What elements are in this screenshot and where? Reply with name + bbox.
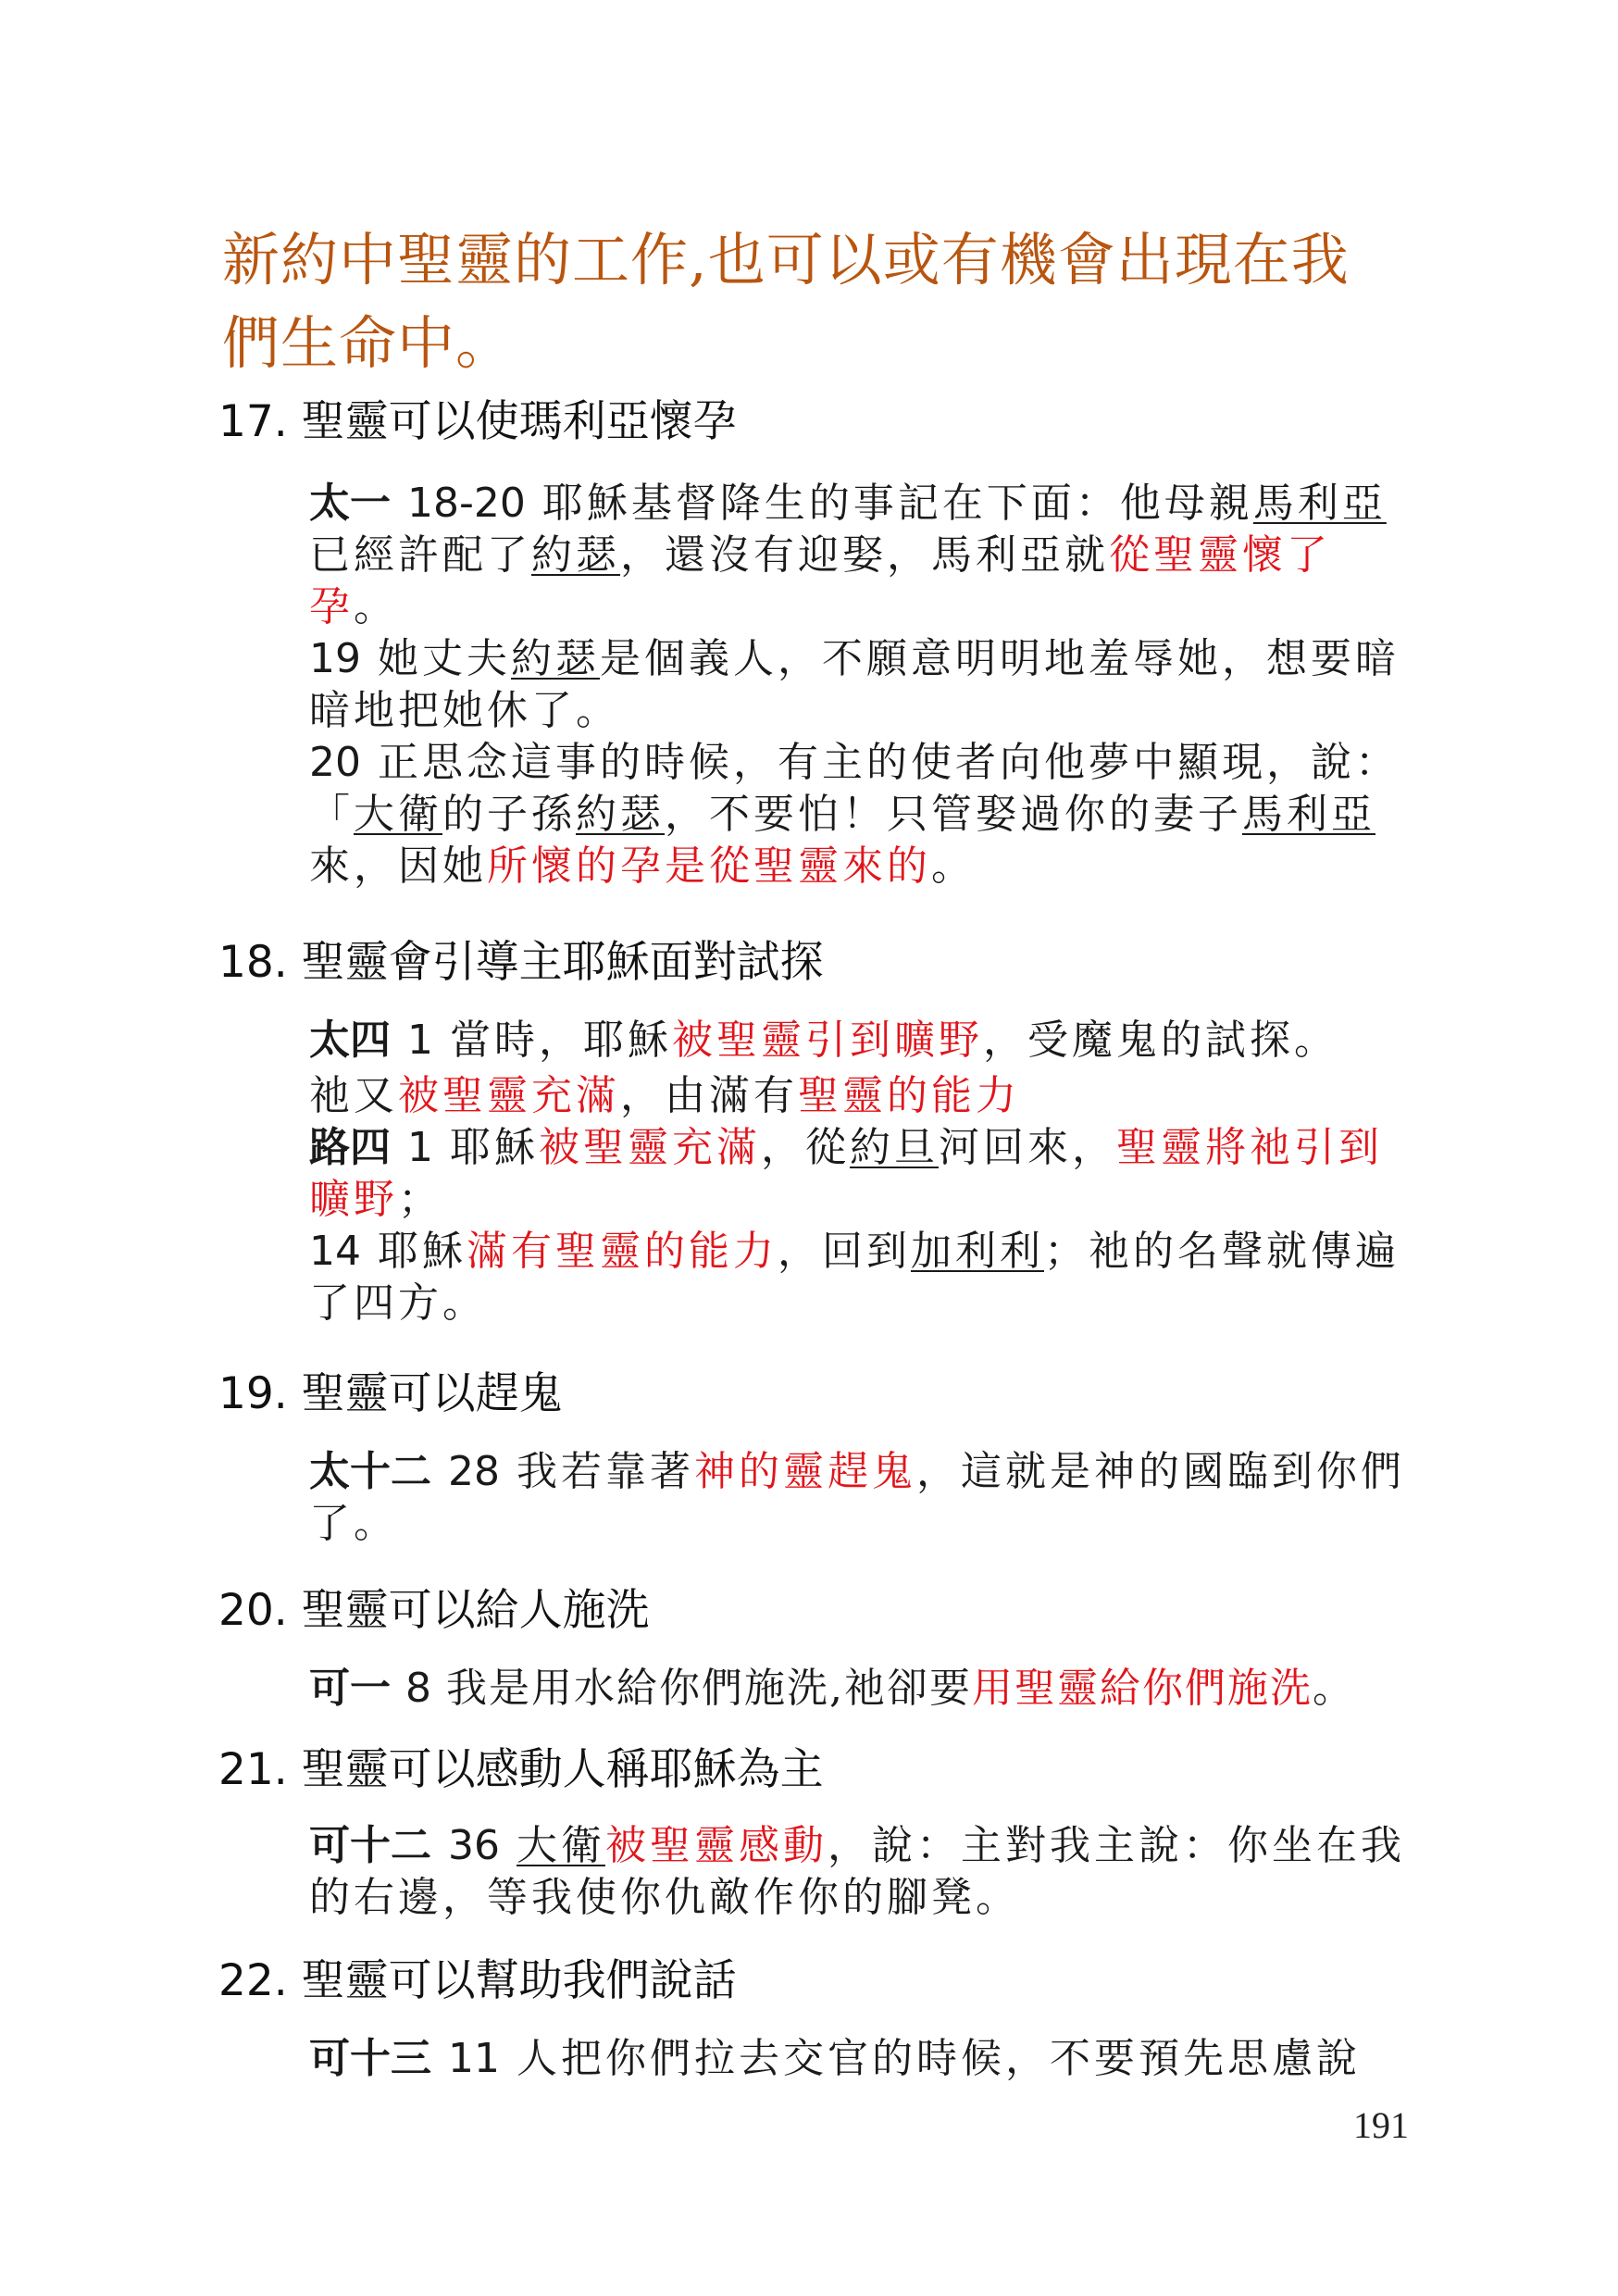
verse-block-19 — [309, 1446, 1407, 1550]
verse-text: 我若靠著 — [517, 1448, 694, 1495]
verse-mark-12-36 — [309, 1820, 1407, 1924]
verse-matthew-12-28 — [309, 1446, 1407, 1550]
proper-name: 約旦 — [850, 1124, 939, 1171]
verse-text: ，不要怕！只管娶過你的妻子 — [665, 791, 1242, 838]
verse-text: 祂又 — [309, 1072, 398, 1119]
verse-text: 耶穌基督降生的事記在下面：他母親 — [541, 480, 1253, 527]
verse-text: ，說：主對我主說：你坐在我的右邊，等我使你仇敵作你的腳凳。 — [309, 1822, 1405, 1921]
verse-text: 我是用水給你們施洗,祂卻要 — [446, 1665, 972, 1712]
verse-number: 20 — [309, 739, 361, 786]
highlighted-text: 神的靈趕鬼 — [694, 1448, 916, 1495]
verse-text: ，這就是神的國臨到你們了。 — [309, 1448, 1405, 1547]
highlighted-text: 所懷的孕是從聖靈來的 — [487, 842, 931, 890]
page-title: 新約中聖靈的工作,也可以或有機會出現在我們生命中。 — [222, 226, 1350, 377]
verse-text: ； — [398, 1176, 442, 1223]
verse-text: 。 — [1313, 1665, 1355, 1712]
verse-reference: 可十二 — [309, 1822, 431, 1869]
verse-number: 36 — [448, 1822, 500, 1869]
highlighted-text: 從聖靈懷了孕 — [309, 531, 1331, 630]
verse-text: 來，因她 — [309, 842, 487, 890]
verse-block-18 — [309, 1015, 1407, 1329]
verse-text: ；祂的名聲就傳遍了四方。 — [309, 1228, 1400, 1327]
verse-text: ，回到 — [778, 1228, 911, 1275]
verse-number: 19 — [309, 635, 361, 682]
highlighted-text: 被聖靈感動 — [605, 1822, 828, 1869]
proper-name: 馬利亞 — [1252, 480, 1387, 527]
highlighted-text: 滿有聖靈的能力 — [467, 1228, 778, 1275]
verse-number: 8 — [405, 1665, 431, 1712]
verse-text: 。 — [931, 842, 976, 890]
verse-text: 河回來， — [939, 1124, 1116, 1171]
verse-block-21 — [309, 1820, 1407, 1924]
verse-luke-4-14 — [309, 1226, 1407, 1329]
proper-name: 馬利亞 — [1242, 791, 1375, 838]
verse-text: 人把你們拉去交官的時候，不要預先思慮說 — [517, 2035, 1361, 2082]
verse-reference: 太一 — [309, 480, 391, 527]
verse-text: 耶穌 — [450, 1124, 539, 1171]
verse-reference: 可十三 — [309, 2035, 431, 2082]
verse-text: 正思念這事的時候，有主的使者向他夢中顯現，說：「 — [309, 739, 1400, 838]
verse-text: ，由滿有 — [620, 1072, 798, 1119]
highlighted-text: 用聖靈給你們施洗 — [972, 1665, 1313, 1712]
verse-block-17 — [309, 478, 1407, 892]
verse-text: ，還沒有迎娶，馬利亞就 — [620, 531, 1109, 579]
verse-text: 是個義人，不願意明明地羞辱她，想要暗暗地把她休了。 — [309, 635, 1400, 734]
verse-text: ，從 — [761, 1124, 850, 1171]
proper-name: 大衛 — [354, 791, 442, 838]
verse-text: 的子孫 — [442, 791, 576, 838]
section-heading-17: 17. 聖靈可以使瑪利亞懷孕 — [218, 396, 737, 447]
verse-matthew-1-18 — [309, 478, 1407, 633]
verse-text: 已經許配了 — [309, 531, 531, 579]
verse-luke-4-1 — [309, 1122, 1407, 1226]
highlighted-text: 聖靈的能力 — [798, 1072, 1020, 1119]
verse-matthew-4-1 — [309, 1015, 1407, 1067]
proper-name: 約瑟 — [511, 635, 600, 682]
verse-mark-13-11 — [309, 2033, 1407, 2085]
proper-name: 約瑟 — [531, 531, 620, 579]
highlighted-text: 被聖靈引到曠野 — [672, 1017, 983, 1064]
section-heading-19: 19. 聖靈可以趕鬼 — [218, 1368, 563, 1419]
verse-reference: 路四 — [309, 1124, 391, 1171]
proper-name: 加利利 — [911, 1228, 1044, 1275]
highlighted-text: 聖靈將祂引到曠野 — [309, 1124, 1383, 1223]
verse-number: 18-20 — [407, 480, 526, 527]
proper-name: 約瑟 — [576, 791, 665, 838]
verse-reference: 太十二 — [309, 1448, 431, 1495]
verse-number: 14 — [309, 1228, 361, 1275]
page-number: 191 — [1353, 2104, 1409, 2146]
verse-mark-1-8 — [309, 1663, 1407, 1715]
highlighted-text: 被聖靈充滿 — [539, 1124, 761, 1171]
verse-matthew-1-20 — [309, 737, 1407, 892]
verse-text: 。 — [354, 583, 398, 630]
verse-number: 28 — [448, 1448, 500, 1495]
verse-note — [309, 1070, 1407, 1122]
highlighted-text: 被聖靈充滿 — [398, 1072, 620, 1119]
verse-text: ，受魔鬼的試探。 — [983, 1017, 1338, 1064]
verse-reference: 太四 — [309, 1017, 391, 1064]
verse-number: 1 — [407, 1124, 433, 1171]
section-heading-20: 20. 聖靈可以給人施洗 — [218, 1585, 650, 1636]
section-heading-21: 21. 聖靈可以感動人稱耶穌為主 — [218, 1744, 824, 1795]
verse-reference: 可一 — [309, 1665, 391, 1712]
section-heading-22: 22. 聖靈可以幫助我們說話 — [218, 1955, 737, 2006]
verse-number: 11 — [448, 2035, 500, 2082]
proper-name: 大衛 — [517, 1822, 605, 1869]
verse-text: 當時，耶穌 — [450, 1017, 672, 1064]
verse-block-20 — [309, 1663, 1407, 1715]
verse-matthew-1-19 — [309, 633, 1407, 737]
verse-block-22 — [309, 2033, 1407, 2085]
verse-text: 她丈夫 — [378, 635, 511, 682]
verse-text: 耶穌 — [378, 1228, 467, 1275]
section-heading-18: 18. 聖靈會引導主耶穌面對試探 — [218, 937, 824, 988]
verse-number: 1 — [407, 1017, 433, 1064]
